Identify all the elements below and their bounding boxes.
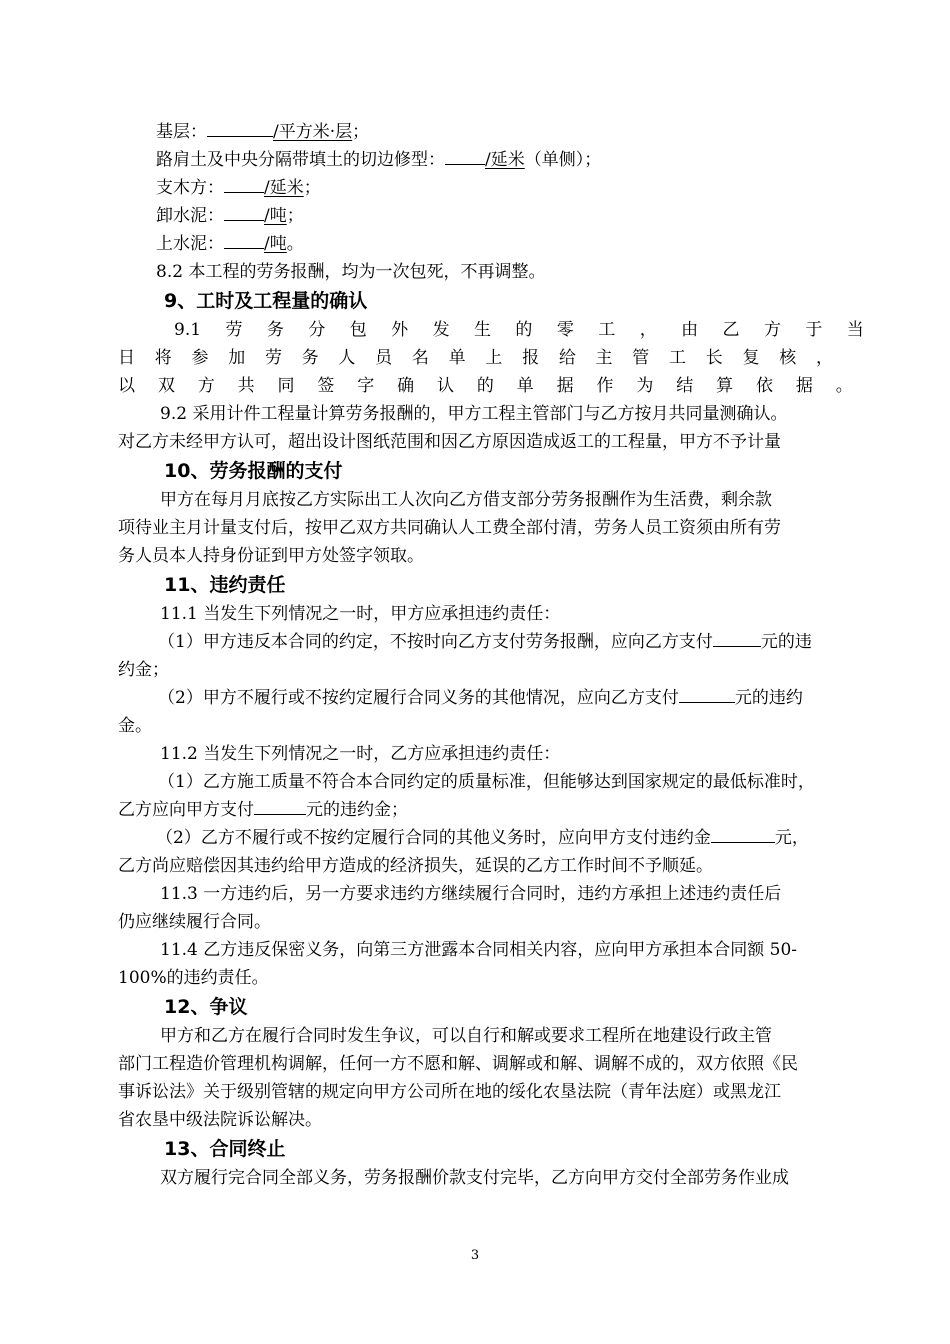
rate-unit: /吨 <box>264 206 287 226</box>
section-12-text: 部门工程造价管理机构调解，任何一方不愿和解、调解或和解、调解不成的，双方依照《民 <box>118 1054 798 1074</box>
blank-field <box>224 202 264 221</box>
section-10-text: 甲方在每月月底按乙方实际出工人次向乙方借支部分劳务报酬作为生活费，剩余款 <box>160 490 772 510</box>
spread-char: 乙 <box>722 320 740 340</box>
spread-char: 双 <box>157 376 175 396</box>
rate-label: 卸水泥： <box>156 206 224 226</box>
spread-char: 由 <box>681 320 699 340</box>
spread-char: 零 <box>556 320 574 340</box>
rate-line-unload <box>118 202 863 230</box>
section-13-heading: 13、合同终止 <box>164 1138 286 1160</box>
clause-text: 乙方应向甲方支付 <box>118 800 254 820</box>
section-10-heading: 10、劳务报酬的支付 <box>164 460 343 482</box>
section-9-heading: 9、工时及工程量的确认 <box>164 290 368 312</box>
rate-line-formwork <box>118 174 863 202</box>
clause-text: 元的违 <box>760 632 812 652</box>
rate-line-load <box>118 230 863 258</box>
spread-char: 共 <box>237 376 255 396</box>
spread-char: 的 <box>515 320 533 340</box>
rate-unit: /吨 <box>264 234 287 254</box>
clause-9-1-line-1 <box>118 316 864 344</box>
section-12-text: 省农垦中级法院诉讼解决。 <box>118 1110 322 1130</box>
spread-char: ， <box>815 348 833 368</box>
spread-char: 结 <box>676 376 694 396</box>
rate-end: ； <box>286 206 304 226</box>
spread-char: 据 <box>556 376 574 396</box>
rate-end: ； <box>352 122 370 142</box>
spread-char: 方 <box>197 376 215 396</box>
spread-char: 长 <box>705 348 723 368</box>
blank-field <box>445 146 485 165</box>
blank-field <box>711 824 775 843</box>
clause-11-2-2-cont: 乙方尚应赔偿因其违约给甲方造成的经济损失，延误的乙方工作时间不予顺延。 <box>118 856 713 876</box>
spread-char: 认 <box>437 376 454 396</box>
section-13-text: 双方履行完合同全部义务，劳务报酬价款支付完毕，乙方向甲方交付全部劳务作业成 <box>160 1168 789 1188</box>
clause-11-4: 11.4 乙方违反保密义务，向第三方泄露本合同相关内容，应向甲方承担本合同额 50- <box>160 940 798 960</box>
rate-unit: /平方米·层 <box>273 122 353 142</box>
spread-char: 以 <box>118 376 135 396</box>
clause-text: 元的违约 <box>734 688 803 708</box>
blank-field <box>224 230 264 249</box>
clause-text: （2）甲方不履行或不按约定履行合同义务的其他情况，应向乙方支付 <box>158 688 679 708</box>
rate-end: （单侧）； <box>524 150 602 170</box>
spread-char: 外 <box>391 320 409 340</box>
rate-line-shoulder <box>118 146 863 174</box>
blank-field <box>224 174 264 193</box>
blank-field <box>207 118 273 137</box>
spread-char: 将 <box>154 348 172 368</box>
clause-9-2-line-1: 9.2 采用计件工程量计算劳务报酬的，甲方工程主管部门与乙方按月共同量测确认。 <box>160 404 788 424</box>
clause-11-3-cont: 仍应继续履行合同。 <box>118 912 271 932</box>
clause-11-2-1-cont <box>118 796 863 824</box>
spread-char: 算 <box>716 376 734 396</box>
spread-char: 9.1 <box>174 320 202 340</box>
rate-label: 路肩土及中央分隔带填土的切边修型： <box>156 150 445 170</box>
spread-char: ， <box>639 320 657 340</box>
clause-11-1-2-cont: 金。 <box>118 716 152 736</box>
section-10-text: 项待业主月计量支付后，按甲乙双方共同确认人工费全部付清，劳务人员工资须由所有劳 <box>118 518 781 538</box>
section-12-heading: 12、争议 <box>164 996 248 1018</box>
spread-char: 于 <box>805 320 823 340</box>
spread-char: 单 <box>448 348 466 368</box>
spread-char: 复 <box>742 348 760 368</box>
clause-11-2-2 <box>118 824 863 852</box>
clause-9-2-line-2: 对乙方未经甲方认可，超出设计图纸范围和因乙方原因造成返工的工程量，甲方不予计量 <box>118 432 781 452</box>
spread-char: 为 <box>636 376 654 396</box>
clause-text: 元的违约金； <box>306 800 408 820</box>
spread-char: 主 <box>595 348 613 368</box>
spread-char: 据 <box>795 376 813 396</box>
clause-11-1-1 <box>118 628 863 656</box>
rate-end: 。 <box>286 234 304 254</box>
spread-char: 参 <box>191 348 209 368</box>
spread-char: 员 <box>375 348 393 368</box>
spread-char: 劳 <box>225 320 243 340</box>
spread-char: 加 <box>228 348 246 368</box>
rate-label: 上水泥： <box>156 234 224 254</box>
spread-char: 务 <box>266 320 284 340</box>
spread-char: 日 <box>118 348 135 368</box>
spread-char: 给 <box>558 348 576 368</box>
blank-field <box>713 628 761 647</box>
clause-11-4-cont: 100%的违约责任。 <box>118 968 269 988</box>
spread-char: 务 <box>301 348 319 368</box>
spread-char: 同 <box>277 376 295 396</box>
clause-11-1-1-cont: 约金； <box>118 660 169 680</box>
clause-11-2: 11.2 当发生下列情况之一时，乙方应承担违约责任： <box>160 744 561 764</box>
spread-char: 的 <box>476 376 494 396</box>
rate-unit: /延米 <box>264 178 304 198</box>
spread-char: 工 <box>669 348 687 368</box>
spread-char: 单 <box>516 376 534 396</box>
spread-char: 字 <box>357 376 375 396</box>
rate-unit: /延米 <box>485 150 525 170</box>
clause-11-2-1: （1）乙方施工质量不符合本合同约定的质量标准，但能够达到国家规定的最低标准时， <box>158 772 815 792</box>
spread-char: 人 <box>338 348 356 368</box>
rate-label: 基层： <box>156 122 207 142</box>
section-12-text: 事诉讼法》关于级别管辖的规定向甲方公司所在地的绥化农垦法院（青年法庭）或黑龙江 <box>118 1082 781 1102</box>
spread-char: 分 <box>308 320 326 340</box>
clause-9-1-line-3 <box>118 372 853 400</box>
spread-char: 上 <box>485 348 503 368</box>
clause-11-3: 11.3 一方违约后，另一方要求违约方继续履行合同时，违约方承担上述违约责任后 <box>160 884 782 904</box>
spread-char: 作 <box>596 376 614 396</box>
rate-end: ； <box>303 178 321 198</box>
spread-char: 包 <box>349 320 367 340</box>
clause-text: （2）乙方不履行或不按约定履行合同的其他义务时，应向甲方支付违约金 <box>156 828 711 848</box>
clause-text: （1）甲方违反本合同的约定，不按时向乙方支付劳务报酬，应向乙方支付 <box>158 632 713 652</box>
clause-text: 元， <box>774 828 809 848</box>
spread-char: 确 <box>397 376 415 396</box>
section-10-text: 务人员本人持身份证到甲方处签字领取。 <box>118 546 424 566</box>
spread-char: 劳 <box>264 348 282 368</box>
blank-field <box>254 796 306 815</box>
spread-char: 。 <box>835 376 853 396</box>
rate-line-base <box>118 118 863 146</box>
spread-char: 签 <box>317 376 335 396</box>
rate-label: 支木方： <box>156 178 224 198</box>
spread-char: 名 <box>411 348 429 368</box>
spread-char: 当 <box>846 320 864 340</box>
spread-char: 发 <box>432 320 450 340</box>
section-11-heading: 11、违约责任 <box>164 574 286 596</box>
spread-char: 管 <box>632 348 650 368</box>
spread-char: 工 <box>598 320 616 340</box>
document-page <box>118 118 863 1192</box>
clause-11-1-2 <box>118 684 863 712</box>
clause-8-2: 8.2 本工程的劳务报酬，均为一次包死，不再调整。 <box>156 262 546 282</box>
spread-char: 核 <box>779 348 797 368</box>
section-12-text: 甲方和乙方在履行合同时发生争议，可以自行和解或要求工程所在地建设行政主管 <box>160 1026 772 1046</box>
clause-9-1-line-2 <box>118 344 833 372</box>
spread-char: 依 <box>756 376 773 396</box>
spread-char: 报 <box>522 348 540 368</box>
spread-char: 生 <box>474 320 491 340</box>
page-number: 3 <box>470 1248 480 1263</box>
clause-11-1: 11.1 当发生下列情况之一时，甲方应承担违约责任： <box>160 604 561 624</box>
blank-field <box>679 684 735 703</box>
spread-char: 方 <box>763 320 781 340</box>
